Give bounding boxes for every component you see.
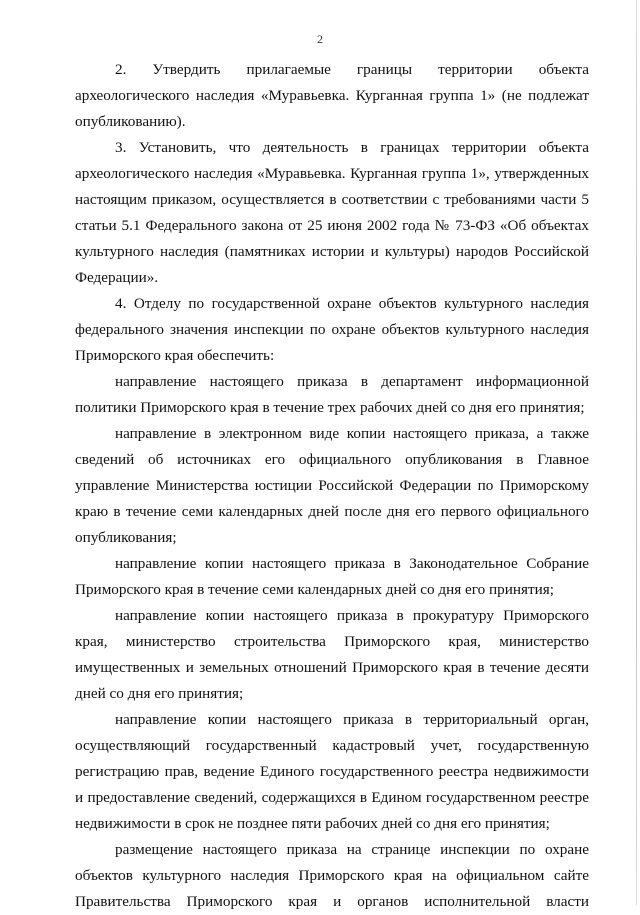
paragraph-send-prosecutor: направление копии настоящего приказа в прокуратуру Приморского края, министерство строительства Приморского края, министерство имущественных и земельных отношений Приморского края в течение десяти дней со дня его принятия; bbox=[75, 607, 589, 702]
page-number: 2 bbox=[317, 32, 323, 46]
paragraph-send-legislative-assembly: направление копии настоящего приказа в Законодательное Собрание Приморского края в течение семи календарных дней со дня его принятия; bbox=[75, 555, 589, 598]
paragraph-publish-website: размещение настоящего приказа на странице инспекции по охране объектов культурного наследия Приморского края на официальном сайте Правительства Приморского края и органов исполнительной власти bbox=[75, 841, 589, 910]
paragraph-approve-boundaries: 2. Утвердить прилагаемые границы территории объекта археологического наследия «Муравьевка. Курганная группа 1» (не подлежат опубликованию). bbox=[75, 61, 589, 130]
paragraph-department-ensure: 4. Отделу по государственной охране объектов культурного наследия федерального значения инспекции по охране объектов культурного наследия Приморского края обеспечить: bbox=[75, 295, 589, 364]
document-body bbox=[75, 57, 589, 915]
paragraph-send-justice-ministry: направление в электронном виде копии настоящего приказа, а также сведений об источниках его официального опубликования в Главное управление Министерства юстиции Российской Федерации по Приморскому краю в течение семи календарных дней после дня его первого официального опубликования; bbox=[75, 425, 589, 546]
paragraph-establish-activity: 3. Установить, что деятельность в границах территории объекта археологического наследия «Муравьевка. Курганная группа 1», утвержденных настоящим приказом, осуществляется в соответствии с требованиями части 5 статьи 5.1 Федерального закона от 25 июня 2002 года № 73-ФЗ «Об объектах культурного наследия (памятниках истории и культуры) народов Российской Федерации». bbox=[75, 139, 589, 286]
paragraph-send-info-policy: направление настоящего приказа в департамент информационной политики Приморского края в течение трех рабочих дней со дня его принятия; bbox=[75, 373, 589, 416]
page-edge bbox=[636, 0, 637, 905]
paragraph-send-cadastral-body: направление копии настоящего приказа в территориальный орган, осуществляющий государственный кадастровый учет, государственную регистрацию прав, ведение Единого государственного реестра недвижимости и предоставление сведений, содержащихся в Едином государственном реестре недвижимости в срок не позднее пяти рабочих дней со дня его принятия; bbox=[75, 711, 589, 832]
